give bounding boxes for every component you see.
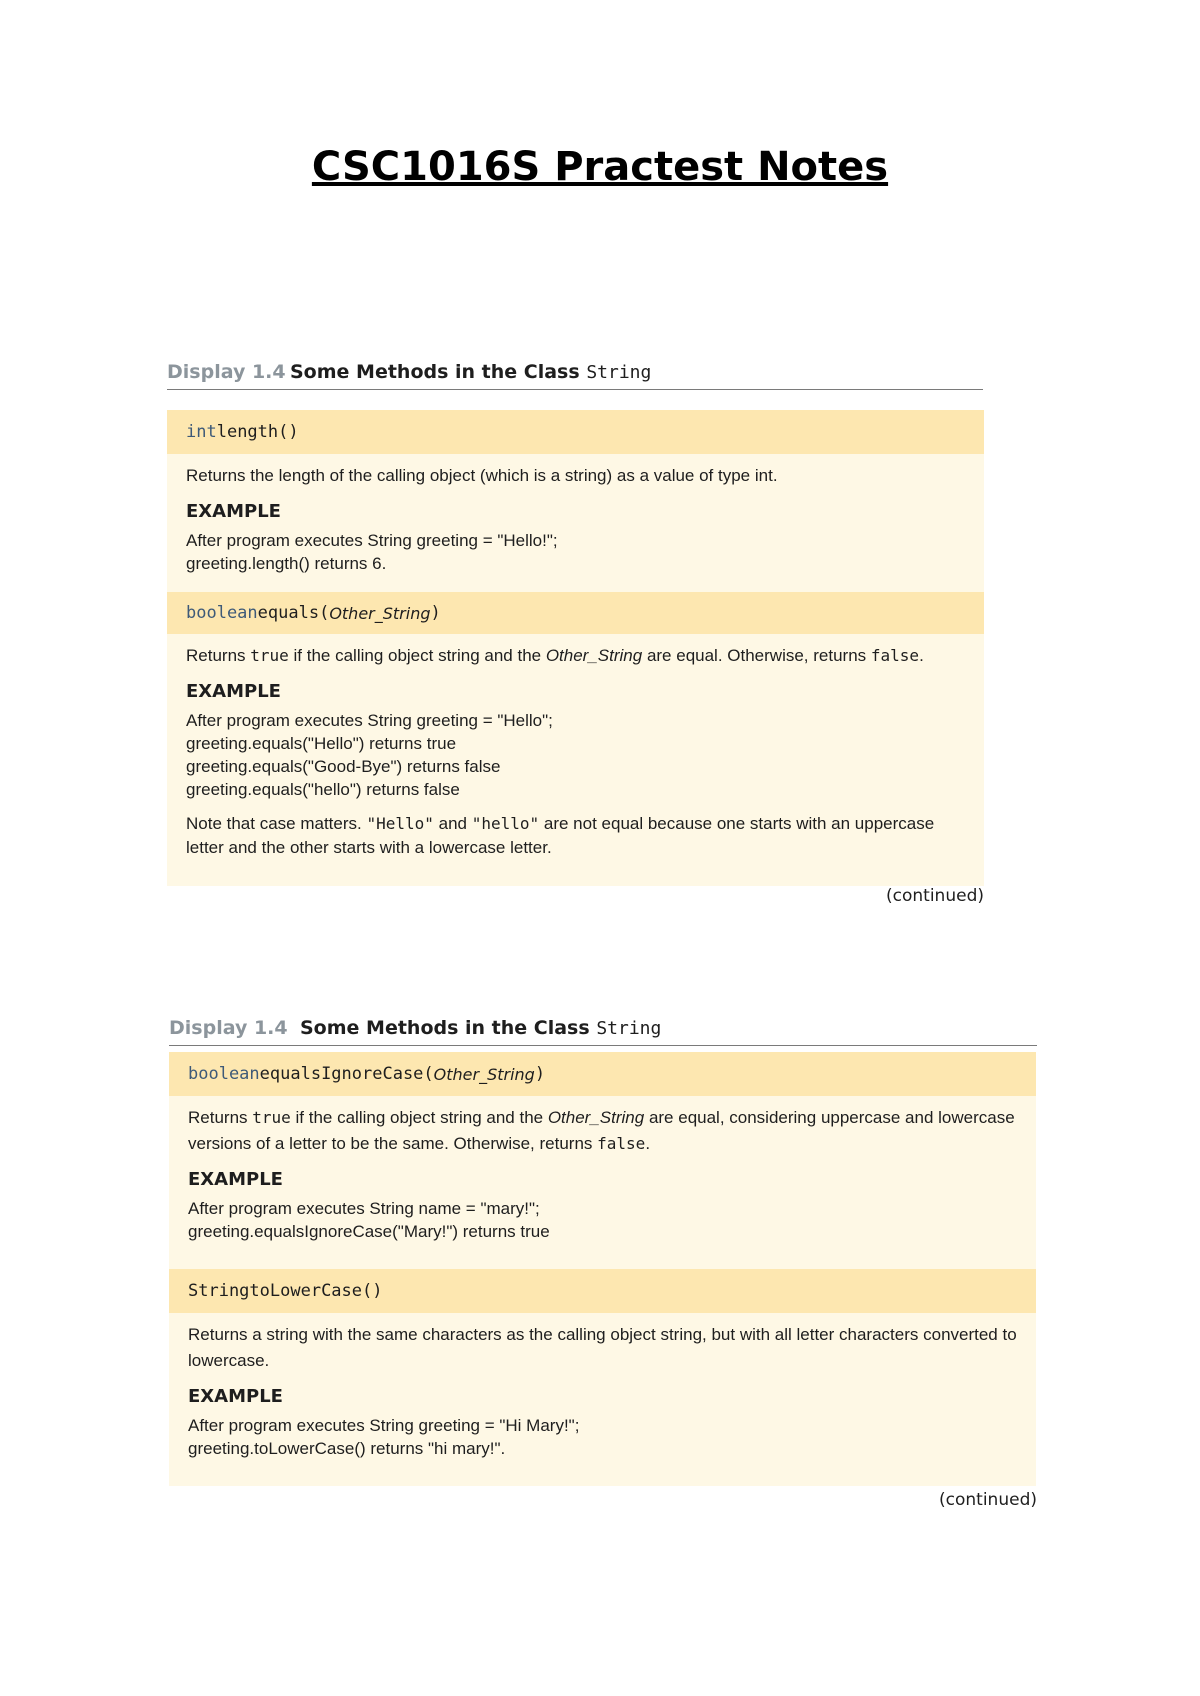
method-body-length: [167, 454, 984, 592]
method-body-equalsignorecase: [169, 1096, 1036, 1269]
continued-label: (continued): [939, 1490, 1037, 1510]
method-signature-equals: boolean equals( Other_String ): [167, 592, 984, 634]
page-title: CSC1016S Practest Notes: [311, 144, 889, 190]
method-body-equals: [167, 634, 984, 860]
method-note: Note that case matters. "Hello" and "hello" are not equal because one starts with an uppercase letter and the other starts with a lowercase letter.: [186, 814, 935, 857]
display-section-1: [167, 356, 984, 916]
display-number: Display 1.4: [167, 361, 286, 383]
example-label: EXAMPLE: [188, 1386, 283, 1407]
example-line: After program executes String name = "mary!";: [188, 1199, 540, 1218]
example-label: EXAMPLE: [186, 501, 281, 522]
method-description: Returns true if the calling object string and the Other_String are equal, considering uppercase and lowercase versions of a letter to be the same. Otherwise, returns false.: [188, 1108, 1015, 1153]
method-description: Returns true if the calling object string and the Other_String are equal. Otherwise, returns false.: [186, 646, 924, 665]
method-description: Returns the length of the calling object (which is a string) as a value of type int.: [186, 466, 778, 485]
display-number: Display 1.4: [169, 1017, 288, 1039]
display-section-2: [169, 1012, 1037, 1522]
display-title: Some Methods in the Class String: [300, 1017, 662, 1039]
example-label: EXAMPLE: [188, 1169, 283, 1190]
display-header: [169, 1012, 1037, 1046]
example-line: greeting.toLowerCase() returns "hi mary!".: [188, 1439, 506, 1458]
method-signature-equalsignorecase: boolean equalsIgnoreCase( Other_String ): [169, 1052, 1036, 1096]
method-description: Returns a string with the same characters as the calling object string, but with all letter characters converted to lowercase.: [188, 1325, 1017, 1370]
method-signature-tolowercase: String toLowerCase(): [169, 1269, 1036, 1313]
example-line: After program executes String greeting = "Hello";: [186, 711, 553, 730]
example-line: greeting.equals("hello") returns false: [186, 780, 460, 799]
method-box: [167, 410, 984, 886]
method-box: [169, 1052, 1036, 1486]
example-line: greeting.equals("Good-Bye") returns false: [186, 757, 501, 776]
example-line: After program executes String greeting = "Hello!";: [186, 531, 558, 550]
example-line: After program executes String greeting = "Hi Mary!";: [188, 1416, 580, 1435]
example-line: greeting.equals("Hello") returns true: [186, 734, 457, 753]
method-signature-length: int length(): [167, 410, 984, 454]
continued-label: (continued): [886, 886, 984, 906]
display-header: [167, 356, 983, 390]
method-body-tolowercase: [169, 1313, 1036, 1460]
example-label: EXAMPLE: [186, 681, 281, 702]
example-line: greeting.length() returns 6.: [186, 554, 387, 573]
example-line: greeting.equalsIgnoreCase("Mary!") returns true: [188, 1222, 550, 1241]
display-title: Some Methods in the Class String: [290, 361, 652, 383]
